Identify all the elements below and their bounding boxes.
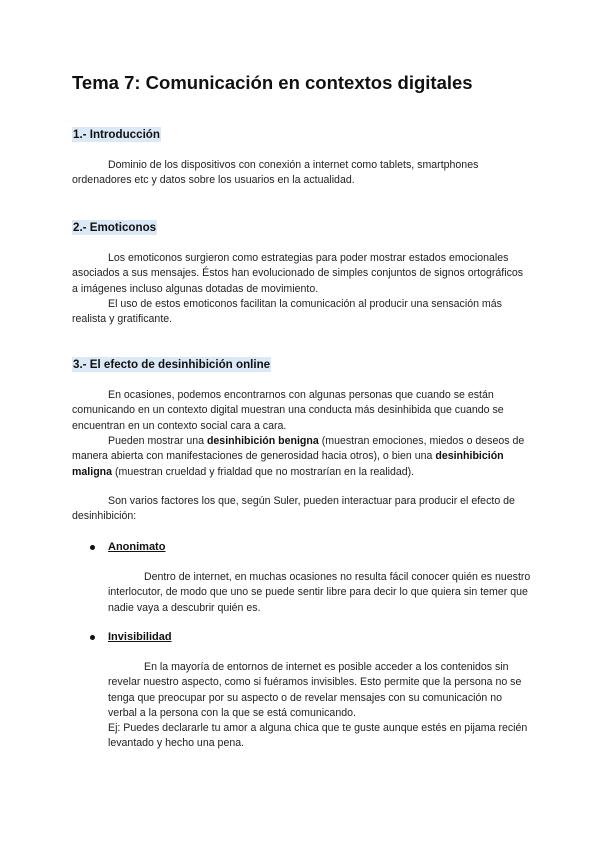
bullet-paragraph [108,660,532,721]
paragraph-text: En la mayoría de entornos de internet es posible acceder a los contenidos sin revelar nuestro aspecto, como si fuéramos invisibles. Esto permite que la persona no se tenga que preocupar por su aspecto o de revelar mensajes con su comunicación no verbal a la persona con la que se está comunicando. [108,661,522,719]
section-heading-desinhibicion: 3.- El efecto de desinhibición online [73,358,271,371]
section-paragraph [72,158,530,189]
section-heading-introduccion: 1.- Introducción [73,128,160,141]
example-paragraph: Ej: Puedes declararle tu amor a alguna chica que te guste aunque estés en pijama recién levantado y hecho una pena. [108,722,528,750]
document-title: Tema 7: Comunicación en contextos digitales [72,72,473,93]
bold-term: desinhibición maligna [72,450,504,478]
paragraph-text: En ocasiones, podemos encontrarnos con algunas personas que cuando se están comunicando en un contexto digital muestran una conducta más desinhibida que cuando se encuentran en un contexto social cara a cara. [72,389,504,432]
paragraph-text: (muestran emociones, miedos o deseos de manera abierta con manifestaciones de generosidad hacia otros), o bien una [72,435,525,463]
paragraph-text: El uso de estos emoticonos facilitan la comunicación al producir una sensación más realista y gratificante. [72,298,502,326]
paragraph-text: (muestran crueldad y frialdad que no mostrarían en la realidad). [112,465,415,478]
section-paragraph [72,494,530,525]
bold-term: desinhibición benigna [206,435,319,447]
section-heading-emoticonos: 2.- Emoticonos [73,221,157,234]
paragraph-text: Pueden mostrar una [108,435,207,447]
paragraph-text: Dentro de internet, en muchas ocasiones no resulta fácil conocer quién es nuestro interlocutor, de modo que uno se puede sentir libre para decir lo que quiera sin temer que nadie vaya a descubrir quién es. [108,571,531,614]
section-paragraph [72,388,530,434]
bullet-icon [90,545,95,550]
bullet-icon [90,635,95,640]
bullet-label: Anonimato [108,541,166,553]
section-paragraph [72,251,530,297]
paragraph-text: Los emoticonos surgieron como estrategias para poder mostrar estados emocionales asociados a sus mensajes. Éstos han evolucionado de simples conjuntos de signos ortográficos a imágenes incluso algunas dotadas de movimiento. [72,252,524,295]
bullet-paragraph [108,570,532,616]
bullet-label: Invisibilidad [108,631,172,643]
section-paragraph [72,297,530,328]
section-paragraph [72,434,530,480]
paragraph-text: Son varios factores los que, según Suler, pueden interactuar para producir el efecto de desinhibición: [72,495,515,523]
paragraph-text: Dominio de los dispositivos con conexión a internet como tablets, smartphones ordenadores etc y datos sobre los usuarios en la actualidad. [72,159,479,187]
